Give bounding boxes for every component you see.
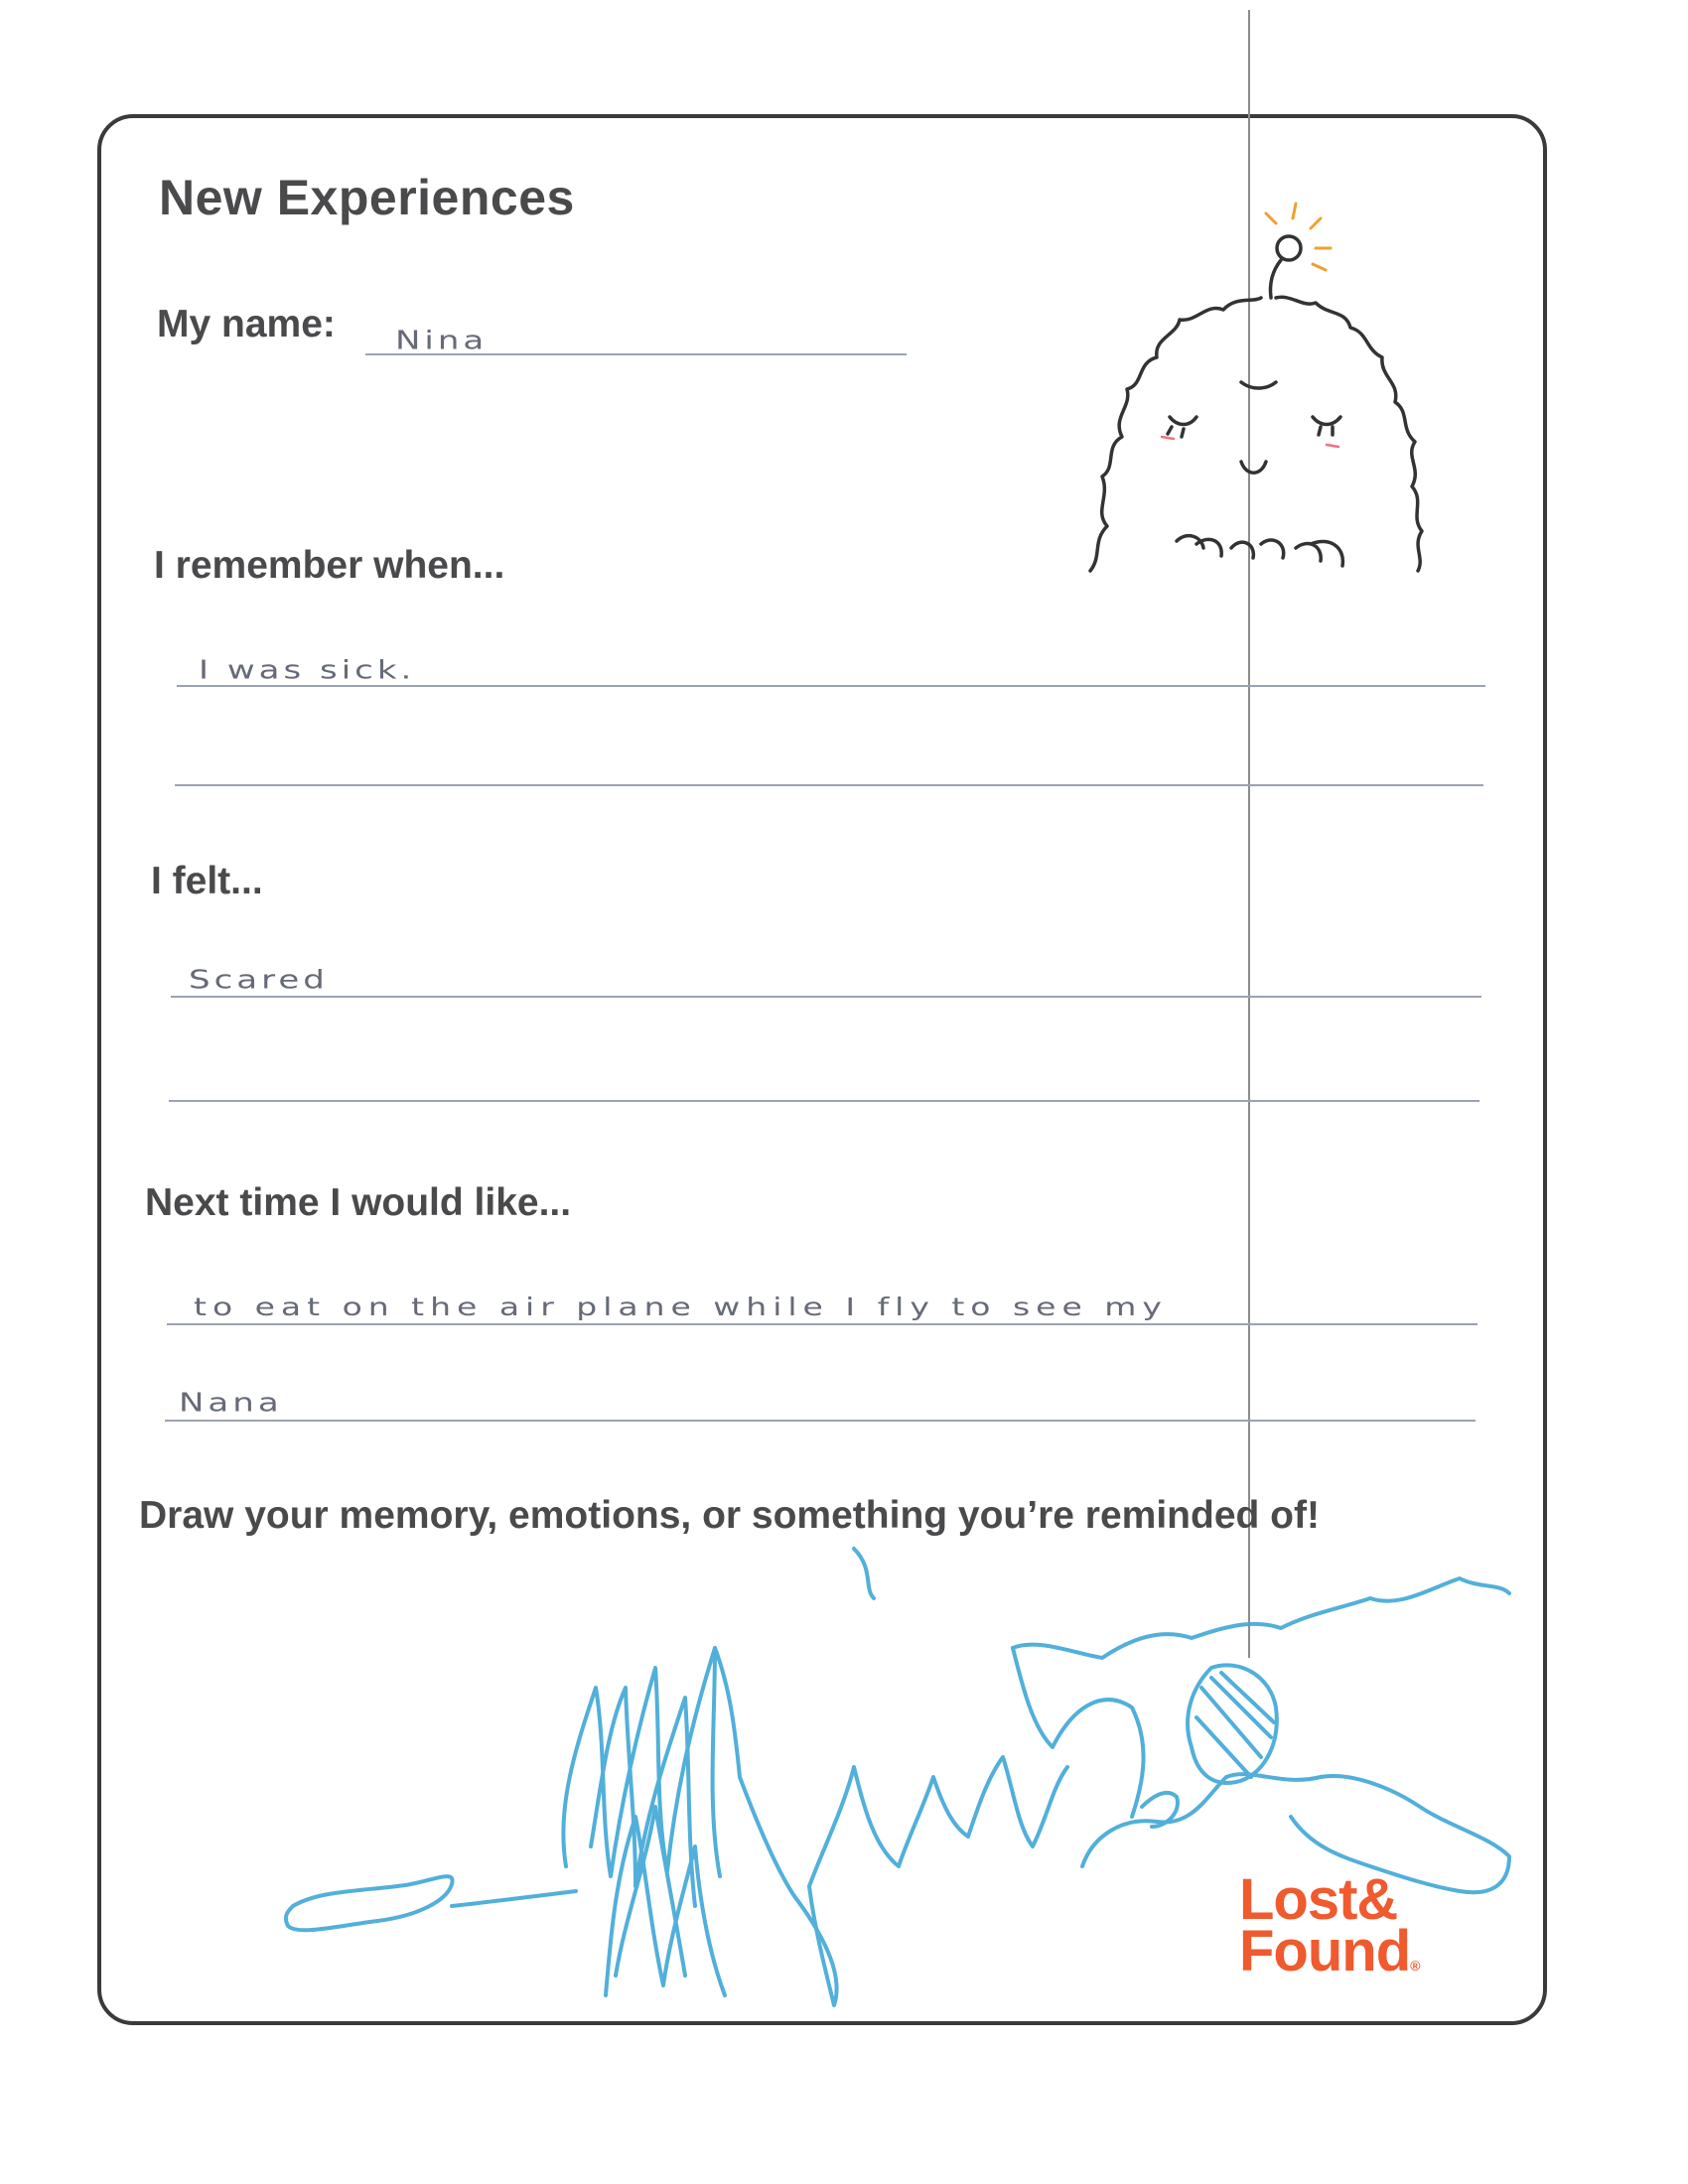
lost-and-found-logo bbox=[1239, 1867, 1421, 1991]
registered-mark: ® bbox=[1410, 1958, 1421, 1974]
draw-prompt: Draw your memory, emotions, or something you’re reminded of! bbox=[139, 1494, 1320, 1537]
next-time-answer-line-1: to eat on the air plane while I fly to see my bbox=[194, 1292, 1168, 1321]
worksheet-title: New Experiences bbox=[159, 170, 575, 225]
felt-answer: Scared bbox=[189, 965, 329, 995]
next-time-answer-line-2: Nana bbox=[179, 1388, 283, 1418]
name-answer: Nina bbox=[395, 326, 489, 355]
remember-answer: I was sick. bbox=[199, 655, 416, 685]
remember-label: I remember when... bbox=[154, 544, 505, 587]
logo-line-1: Lost& bbox=[1239, 1867, 1398, 1932]
name-label: My name: bbox=[157, 303, 336, 345]
next-time-label: Next time I would like... bbox=[145, 1181, 572, 1224]
felt-label: I felt... bbox=[151, 860, 263, 902]
logo-line-2: Found® bbox=[1239, 1919, 1421, 1983]
